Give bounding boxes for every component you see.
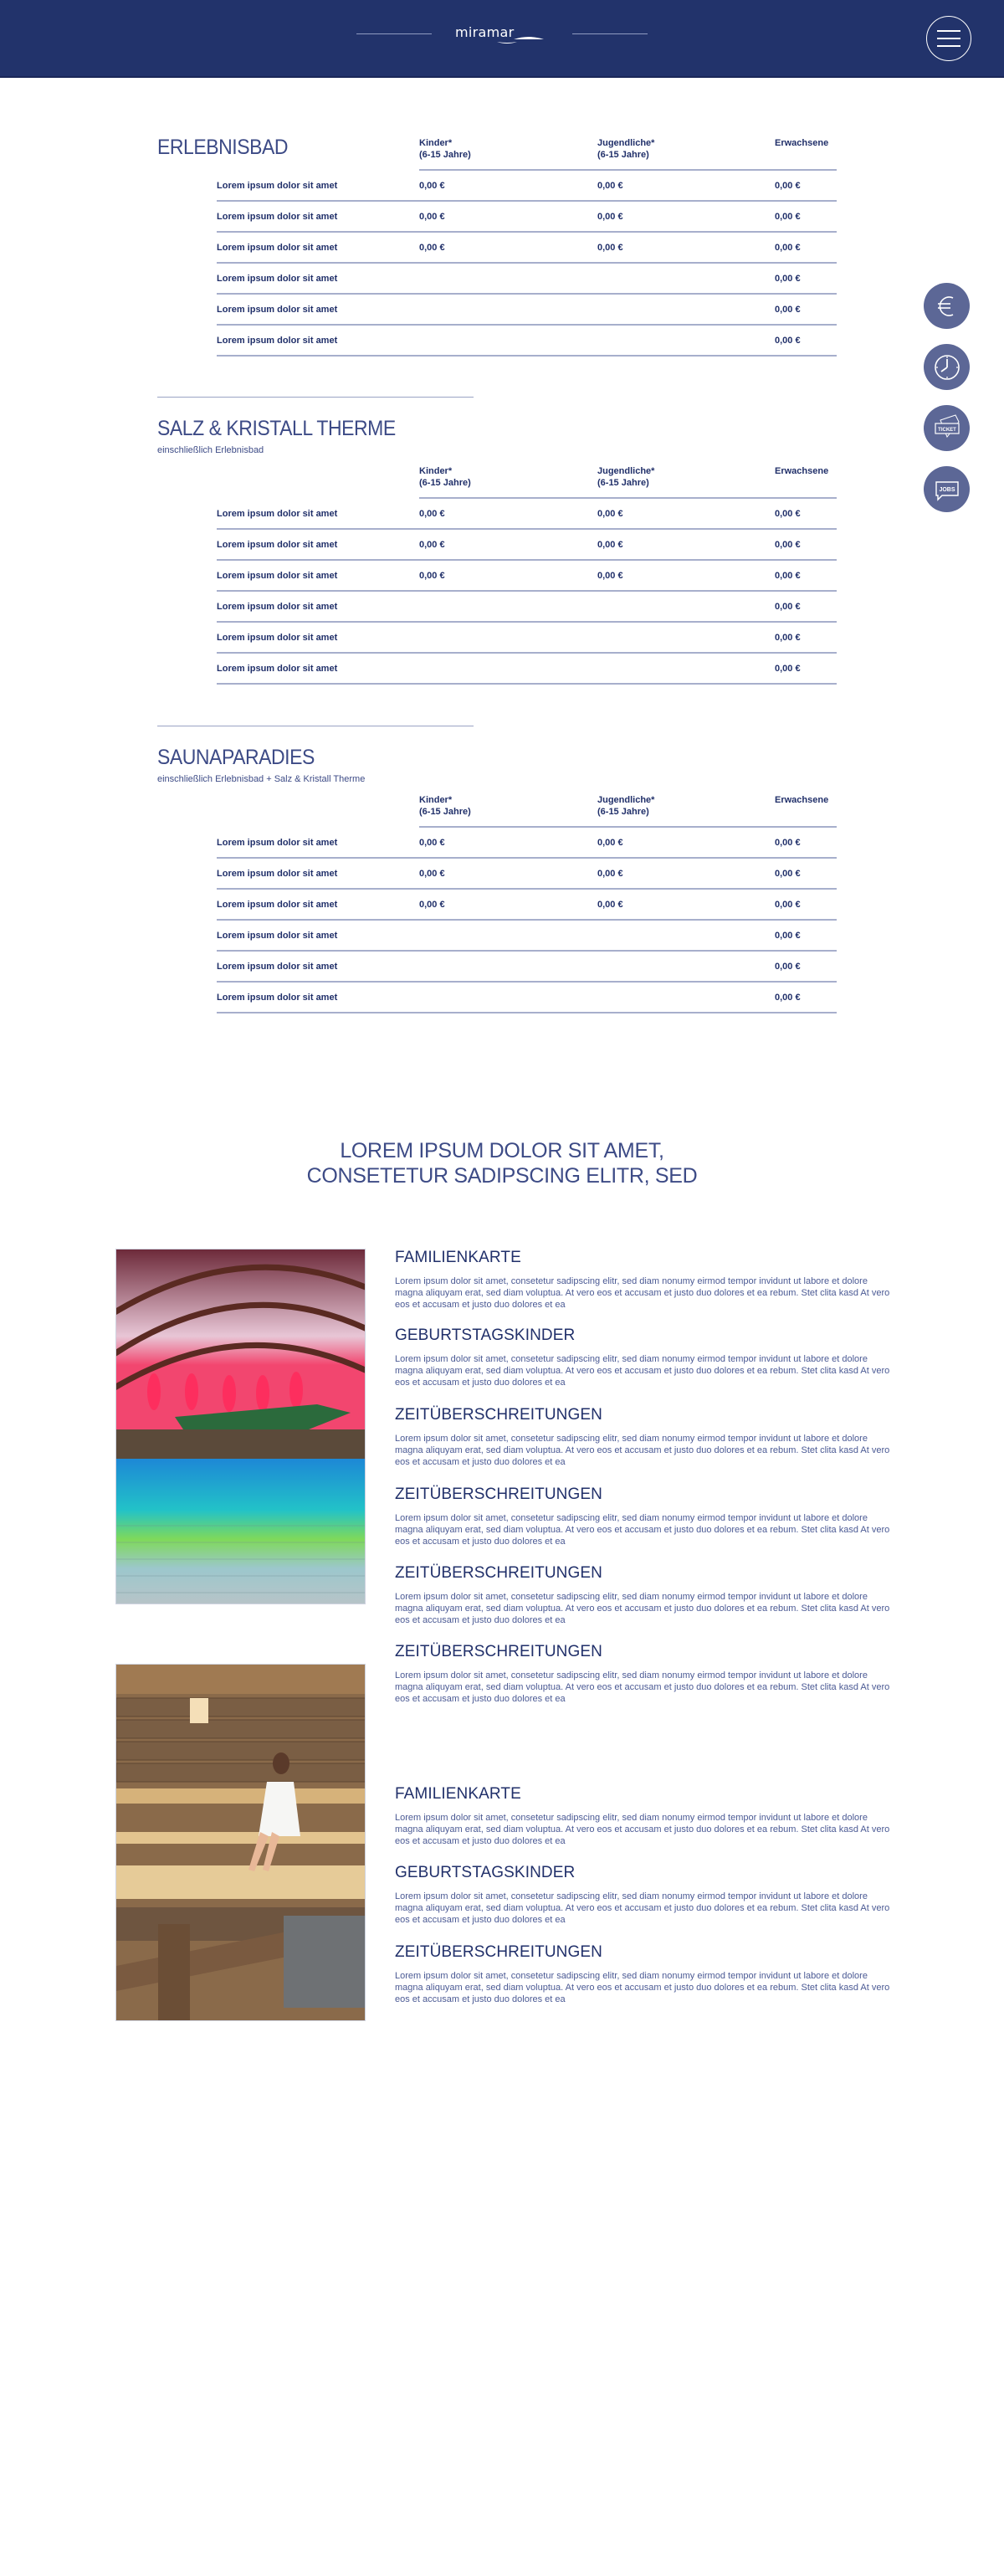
info-block (395, 1564, 897, 1626)
section-subtitle: einschließlich Erlebnisbad + Salz & Kristall Therme (157, 774, 366, 784)
menu-bar-icon (937, 30, 960, 32)
row-label: Lorem ipsum dolor sit amet (217, 633, 338, 643)
row-label: Lorem ipsum dolor sit amet (217, 900, 338, 910)
col-head-erwachsene: Erwachsene (775, 795, 829, 805)
price-row (217, 264, 837, 295)
price-erwachsene: 0,00 € (775, 931, 801, 941)
tickets-button[interactable] (924, 405, 970, 451)
jobs-icon (930, 473, 964, 506)
price-jugendliche: 0,00 € (597, 540, 623, 550)
info-block (395, 1406, 897, 1468)
row-label: Lorem ipsum dolor sit amet (217, 571, 338, 581)
info-title: GEBURTSTAGSKINDER (395, 1326, 576, 1344)
row-label: Lorem ipsum dolor sit amet (217, 664, 338, 674)
price-jugendliche: 0,00 € (597, 181, 623, 191)
price-erwachsene: 0,00 € (775, 274, 801, 284)
price-jugendliche: 0,00 € (597, 571, 623, 581)
price-jugendliche: 0,00 € (597, 869, 623, 879)
price-row (217, 295, 837, 326)
col-head-kinder: Kinder* (6-15 Jahre) (419, 795, 471, 817)
price-row (217, 499, 837, 530)
info-block (395, 1249, 897, 1311)
price-row (217, 530, 837, 561)
price-section-erlebnisbad (157, 136, 837, 346)
section-title: SAUNAPARADIES (157, 746, 315, 769)
price-erwachsene: 0,00 € (775, 181, 801, 191)
site-header (0, 0, 1004, 78)
row-label: Lorem ipsum dolor sit amet (217, 838, 338, 848)
price-erwachsene: 0,00 € (775, 869, 801, 879)
header-decor-line-right (572, 33, 648, 34)
price-erwachsene: 0,00 € (775, 838, 801, 848)
price-row (217, 171, 837, 202)
info-title: GEBURTSTAGSKINDER (395, 1864, 576, 1881)
price-row (217, 983, 837, 1013)
price-kinder: 0,00 € (419, 509, 445, 519)
row-label: Lorem ipsum dolor sit amet (217, 336, 338, 346)
price-kinder: 0,00 € (419, 571, 445, 581)
section-subtitle: einschließlich Erlebnisbad (157, 445, 264, 455)
row-label: Lorem ipsum dolor sit amet (217, 509, 338, 519)
col-head-jugendliche: Jugendliche* (6-15 Jahre) (597, 138, 655, 160)
price-row (217, 623, 837, 654)
price-erwachsene: 0,00 € (775, 336, 801, 346)
info-block (395, 1785, 897, 1847)
price-row (217, 859, 837, 890)
svg-text:TICKET: TICKET (937, 427, 956, 433)
col-head-kinder: Kinder* (6-15 Jahre) (419, 466, 471, 488)
price-kinder: 0,00 € (419, 212, 445, 222)
price-row (217, 592, 837, 623)
price-row (217, 561, 837, 592)
info-block (395, 1864, 897, 1926)
info-title: ZEITÜBERSCHREITUNGEN (395, 1943, 602, 1961)
info-text: Lorem ipsum dolor sit amet, consetetur sadipscing elitr, sed diam nonumy eirmod tempor invidunt ut labore et dolore magna aliquyam erat, sed diam voluptua. At vero eos et accusam et justo duo dolores et ea rebum. Stet clita kasd At vero eos et accusam et justo duo dolores et ea (395, 1670, 890, 1704)
price-kinder: 0,00 € (419, 869, 445, 879)
menu-bar-icon (937, 45, 960, 47)
info-text: Lorem ipsum dolor sit amet, consetetur sadipscing elitr, sed diam nonumy eirmod tempor invidunt ut labore et dolore magna aliquyam erat, sed diam voluptua. At vero eos et accusam et justo duo dolores et ea rebum. Stet clita kasd At vero eos et accusam et justo duo dolores et ea (395, 1592, 890, 1625)
price-erwachsene: 0,00 € (775, 305, 801, 315)
price-row (217, 921, 837, 952)
price-erwachsene: 0,00 € (775, 212, 801, 222)
price-kinder: 0,00 € (419, 181, 445, 191)
price-section-saunaparadies (157, 746, 837, 1003)
side-quick-actions (924, 283, 971, 527)
price-erwachsene: 0,00 € (775, 900, 801, 910)
info-title: ZEITÜBERSCHREITUNGEN (395, 1406, 602, 1424)
price-jugendliche: 0,00 € (597, 509, 623, 519)
price-row (217, 326, 837, 357)
info-text: Lorem ipsum dolor sit amet, consetetur sadipscing elitr, sed diam nonumy eirmod tempor invidunt ut labore et dolore magna aliquyam erat, sed diam voluptua. At vero eos et accusam et justo duo dolores et ea rebum. Stet clita kasd At vero eos et accusam et justo duo dolores et ea (395, 1276, 890, 1310)
col-head-kinder: Kinder* (6-15 Jahre) (419, 138, 471, 160)
price-kinder: 0,00 € (419, 540, 445, 550)
row-label: Lorem ipsum dolor sit amet (217, 602, 338, 612)
row-label: Lorem ipsum dolor sit amet (217, 212, 338, 222)
price-row (217, 202, 837, 233)
section-title: SALZ & KRISTALL THERME (157, 417, 396, 440)
price-erwachsene: 0,00 € (775, 540, 801, 550)
price-row (217, 654, 837, 685)
row-label: Lorem ipsum dolor sit amet (217, 243, 338, 253)
row-label: Lorem ipsum dolor sit amet (217, 540, 338, 550)
col-head-erwachsene: Erwachsene (775, 466, 829, 476)
row-label: Lorem ipsum dolor sit amet (217, 305, 338, 315)
sauna-photo (115, 1664, 366, 2021)
info-title: FAMILIENKARTE (395, 1249, 521, 1266)
info-title: ZEITÜBERSCHREITUNGEN (395, 1486, 602, 1503)
info-title: ZEITÜBERSCHREITUNGEN (395, 1643, 602, 1660)
info-text: Lorem ipsum dolor sit amet, consetetur sadipscing elitr, sed diam nonumy eirmod tempor invidunt ut labore et dolore magna aliquyam erat, sed diam voluptua. At vero eos et accusam et justo duo dolores et ea rebum. Stet clita kasd At vero eos et accusam et justo duo dolores et ea (395, 1813, 890, 1846)
row-label: Lorem ipsum dolor sit amet (217, 274, 338, 284)
miramar-logo[interactable] (455, 24, 556, 46)
info-title: FAMILIENKARTE (395, 1785, 521, 1803)
jobs-button[interactable] (924, 466, 970, 512)
menu-bar-icon (937, 38, 960, 39)
opening-hours-button[interactable] (924, 344, 970, 390)
intro-heading (0, 1138, 1004, 1188)
price-jugendliche: 0,00 € (597, 900, 623, 910)
price-erwachsene: 0,00 € (775, 571, 801, 581)
logo-wave-icon (495, 34, 546, 46)
price-erwachsene: 0,00 € (775, 962, 801, 972)
info-text: Lorem ipsum dolor sit amet, consetetur sadipscing elitr, sed diam nonumy eirmod tempor invidunt ut labore et dolore magna aliquyam erat, sed diam voluptua. At vero eos et accusam et justo duo dolores et ea rebum. Stet clita kasd At vero eos et accusam et justo duo dolores et ea (395, 1513, 890, 1547)
info-block (395, 1643, 897, 1705)
pool-photo (115, 1249, 366, 1604)
prices-button[interactable] (924, 283, 970, 329)
info-block (395, 1326, 897, 1388)
row-label: Lorem ipsum dolor sit amet (217, 869, 338, 879)
svg-text:JOBS: JOBS (938, 486, 955, 493)
info-text: Lorem ipsum dolor sit amet, consetetur sadipscing elitr, sed diam nonumy eirmod tempor invidunt ut labore et dolore magna aliquyam erat, sed diam voluptua. At vero eos et accusam et justo duo dolores et ea rebum. Stet clita kasd At vero eos et accusam et justo duo dolores et ea (395, 1434, 890, 1467)
info-text: Lorem ipsum dolor sit amet, consetetur sadipscing elitr, sed diam nonumy eirmod tempor invidunt ut labore et dolore magna aliquyam erat, sed diam voluptua. At vero eos et accusam et justo duo dolores et ea rebum. Stet clita kasd At vero eos et accusam et justo duo dolores et ea (395, 1354, 890, 1388)
row-label: Lorem ipsum dolor sit amet (217, 931, 338, 941)
section-divider (157, 397, 474, 398)
col-head-jugendliche: Jugendliche* (6-15 Jahre) (597, 795, 655, 817)
col-head-jugendliche: Jugendliche* (6-15 Jahre) (597, 466, 655, 488)
info-text: Lorem ipsum dolor sit amet, consetetur sadipscing elitr, sed diam nonumy eirmod tempor invidunt ut labore et dolore magna aliquyam erat, sed diam voluptua. At vero eos et accusam et justo duo dolores et ea rebum. Stet clita kasd At vero eos et accusam et justo duo dolores et ea (395, 1971, 890, 2004)
price-erwachsene: 0,00 € (775, 509, 801, 519)
euro-icon (930, 290, 964, 323)
price-kinder: 0,00 € (419, 838, 445, 848)
logo-text: miramar (455, 24, 515, 40)
col-head-erwachsene: Erwachsene (775, 138, 829, 148)
row-label: Lorem ipsum dolor sit amet (217, 993, 338, 1003)
price-row (217, 828, 837, 859)
price-erwachsene: 0,00 € (775, 664, 801, 674)
row-label: Lorem ipsum dolor sit amet (217, 962, 338, 972)
price-erwachsene: 0,00 € (775, 633, 801, 643)
price-erwachsene: 0,00 € (775, 243, 801, 253)
price-kinder: 0,00 € (419, 900, 445, 910)
price-jugendliche: 0,00 € (597, 838, 623, 848)
info-title: ZEITÜBERSCHREITUNGEN (395, 1564, 602, 1582)
price-jugendliche: 0,00 € (597, 212, 623, 222)
price-row (217, 952, 837, 983)
clock-icon (930, 351, 964, 384)
info-text: Lorem ipsum dolor sit amet, consetetur sadipscing elitr, sed diam nonumy eirmod tempor invidunt ut labore et dolore magna aliquyam erat, sed diam voluptua. At vero eos et accusam et justo duo dolores et ea rebum. Stet clita kasd At vero eos et accusam et justo duo dolores et ea (395, 1891, 890, 1925)
hamburger-menu-button[interactable] (926, 16, 971, 61)
price-erwachsene: 0,00 € (775, 602, 801, 612)
price-kinder: 0,00 € (419, 243, 445, 253)
price-section-salz-kristall-therme (157, 417, 837, 674)
price-row (217, 233, 837, 264)
price-row (217, 890, 837, 921)
ticket-icon (930, 412, 964, 445)
info-block (395, 1943, 897, 2005)
price-jugendliche: 0,00 € (597, 243, 623, 253)
intro-heading-line-1: LOREM IPSUM DOLOR SIT AMET, (340, 1139, 664, 1162)
section-title: ERLEBNISBAD (157, 136, 288, 159)
intro-heading-line-2: CONSETETUR SADIPSCING ELITR, SED (306, 1164, 698, 1188)
header-decor-line-left (356, 33, 432, 34)
info-block (395, 1486, 897, 1547)
row-label: Lorem ipsum dolor sit amet (217, 181, 338, 191)
price-erwachsene: 0,00 € (775, 993, 801, 1003)
